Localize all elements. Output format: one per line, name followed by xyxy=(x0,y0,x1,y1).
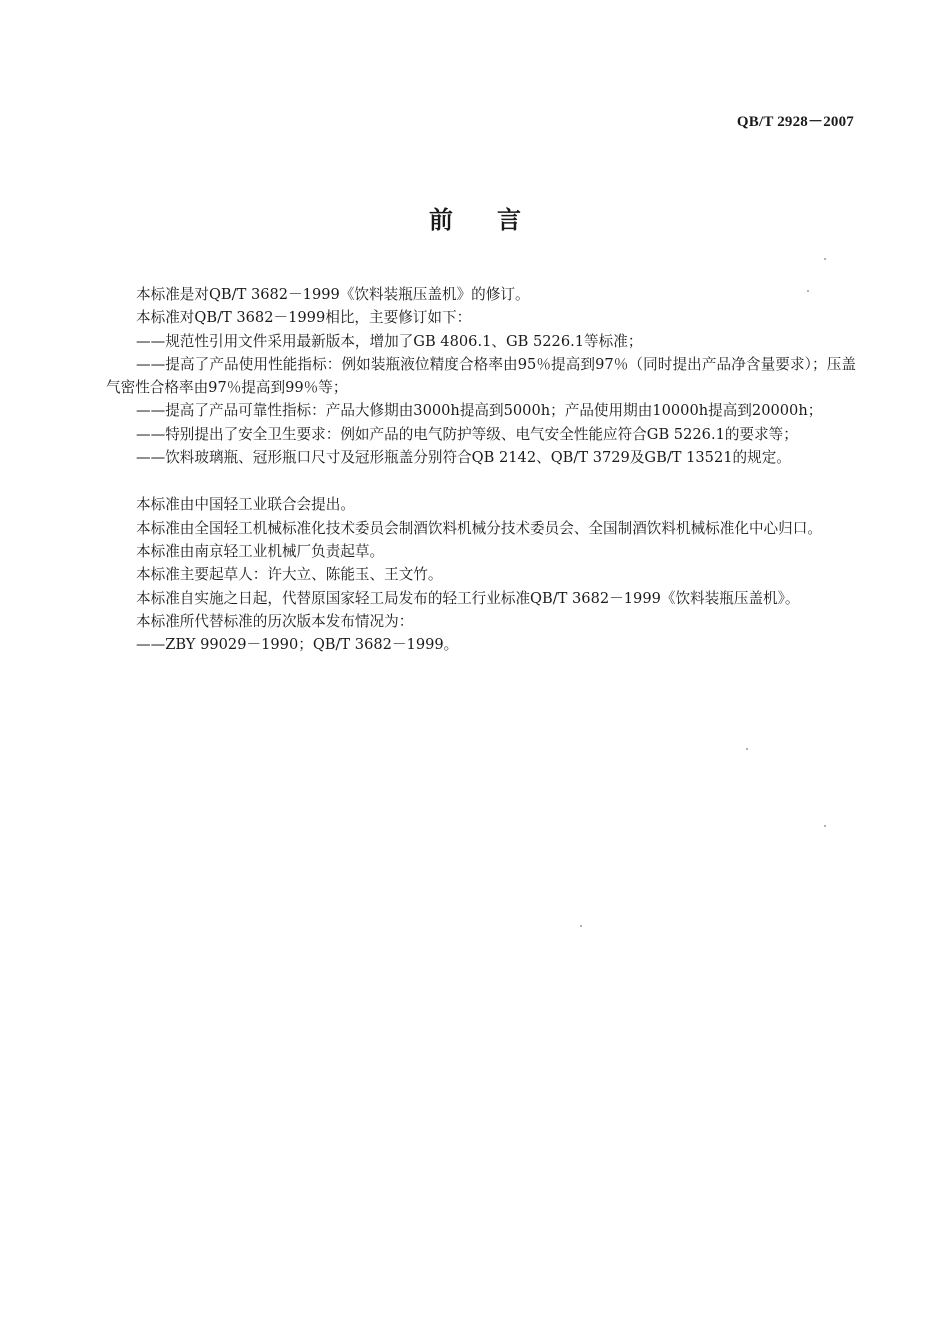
paragraph: 本标准由南京轻工业机械厂负责起草。 xyxy=(136,542,385,560)
standard-number: QB/T 2928－2007 xyxy=(736,114,854,130)
paragraph: 本标准由全国轻工机械标准化技术委员会制酒饮料机械分技术委员会、全国制酒饮料机械标准化中心归口。 xyxy=(136,519,822,537)
revision-item: ——特别提出了安全卫生要求：例如产品的电气防护等级、电气安全性能应符合GB 5226.1的要求等； xyxy=(136,425,798,443)
scan-speck xyxy=(746,748,748,750)
scan-speck xyxy=(824,258,826,260)
paragraph: 本标准主要起草人：许大立、陈能玉、王文竹。 xyxy=(136,566,443,584)
paragraph-gap xyxy=(106,469,856,493)
paragraph: 本标准自实施之日起，代替原国家轻工局发布的轻工行业标准QB/T 3682－1999《饮料装瓶压盖机》。 xyxy=(136,589,800,607)
paragraph: 本标准所代替标准的历次版本发布情况为： xyxy=(136,612,414,630)
paragraph: 本标准是对QB/T 3682－1999《饮料装瓶压盖机》的修订。 xyxy=(136,286,530,303)
paragraph: 本标准对QB/T 3682－1999相比，主要修订如下： xyxy=(136,309,472,327)
revision-item: ——饮料玻璃瓶、冠形瓶口尺寸及冠形瓶盖分别符合QB 2142、QB/T 3729及GB/T 13521的规定。 xyxy=(136,449,791,467)
revision-item: ——提高了产品使用性能指标：例如装瓶液位精度合格率由95％提高到97％（同时提出产品净含量要求）；压盖气密性合格率由97％提高到99％等； xyxy=(106,355,856,397)
page-title: 前言 xyxy=(429,206,565,234)
preface-body xyxy=(106,283,856,656)
scan-speck xyxy=(580,925,582,927)
revision-item: ——提高了产品可靠性指标：产品大修期由3000h提高到5000h；产品使用期由10000h提高到20000h； xyxy=(136,402,823,420)
paragraph: 本标准由中国轻工业联合会提出。 xyxy=(136,496,355,514)
version-history-item: ——ZBY 99029－1990；QB/T 3682－1999。 xyxy=(136,636,459,654)
scan-speck xyxy=(824,825,826,827)
scan-speck xyxy=(807,290,809,292)
revision-item: ——规范性引用文件采用最新版本，增加了GB 4806.1、GB 5226.1等标准； xyxy=(136,332,643,350)
